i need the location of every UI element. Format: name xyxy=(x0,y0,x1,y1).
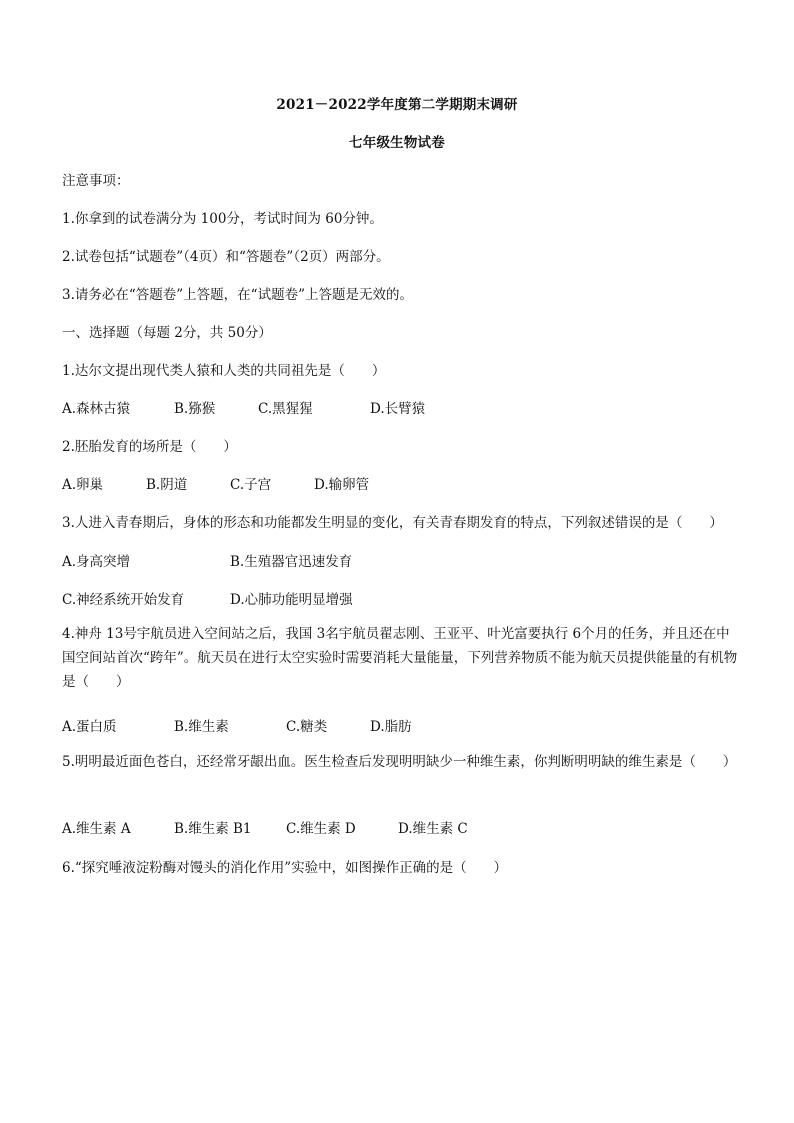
question-2-option-b: B.阴道 xyxy=(146,477,188,493)
question-4-option-b: B.维生素 xyxy=(174,719,229,735)
exam-title: 2021－2022学年度第二学期期末调研 xyxy=(276,97,518,113)
question-5-option-d: D.维生素 C xyxy=(398,821,468,837)
question-3-option-b: B.生殖器官迅速发育 xyxy=(230,554,353,570)
question-2-option-a: A.卵巢 xyxy=(62,477,104,493)
note-item-1: 1.你拿到的试卷满分为 100分，考试时间为 60分钟。 xyxy=(62,211,383,227)
exam-subtitle: 七年级生物试卷 xyxy=(349,135,445,151)
section-heading: 一、选择题（每题 2分，共 50分） xyxy=(62,325,272,341)
question-4-option-c: C.糖类 xyxy=(286,719,328,735)
question-6-text: 6.“探究唾液淀粉酶对馒头的消化作用”实验中，如图操作正确的是（ ） xyxy=(62,860,508,876)
question-2-text: 2.胚胎发育的场所是（ ） xyxy=(62,439,237,455)
question-1-option-c: C.黑猩猩 xyxy=(258,401,313,417)
notes-heading: 注意事项： xyxy=(62,173,130,189)
question-1-option-d: D.长臂猿 xyxy=(370,401,426,417)
question-1-text: 1.达尔文提出现代类人猿和人类的共同祖先是（ ） xyxy=(62,363,386,379)
note-item-3: 3.请务必在“答题卷”上答题，在“试题卷”上答题是无效的。 xyxy=(62,287,413,303)
question-3-text: 3.人进入青春期后，身体的形态和功能都发生明显的变化，有关青春期发育的特点，下列叙述错误的是（ ） xyxy=(62,515,723,531)
question-3-option-d: D.心肺功能明显增强 xyxy=(230,592,353,608)
question-1-option-a: A.森林古猿 xyxy=(62,401,131,417)
question-3-option-a: A.身高突增 xyxy=(62,554,131,570)
question-4-option-a: A.蛋白质 xyxy=(62,719,117,735)
question-4-option-d: D.脂肪 xyxy=(370,719,412,735)
question-2-option-c: C.子宫 xyxy=(230,477,272,493)
question-5-text: 5.明明最近面色苍白，还经常牙龈出血。医生检查后发现明明缺少一种维生素，你判断明明缺的维生素是（ ） xyxy=(62,754,737,770)
note-item-2: 2.试卷包括“试题卷”（4页）和“答题卷”（2页）两部分。 xyxy=(62,249,390,265)
question-5-option-b: B.维生素 B1 xyxy=(174,821,252,837)
question-1-option-b: B.猕猴 xyxy=(174,401,216,417)
question-5-option-a: A.维生素 A xyxy=(62,821,131,837)
question-4-text: 4.神舟 13号宇航员进入空间站之后，我国 3名宇航员翟志刚、王亚平、叶光富要执行 6个月的任务，并且还在中国空间站首次“跨年”。航天员在进行太空实验时需要消耗大量能量，下列营养物质不能为航天员提供能量的有机物是（ ） xyxy=(62,626,738,690)
question-3-option-c: C.神经系统开始发育 xyxy=(62,592,185,608)
question-5-option-c: C.维生素 D xyxy=(286,821,356,837)
question-2-option-d: D.输卵管 xyxy=(314,477,370,493)
